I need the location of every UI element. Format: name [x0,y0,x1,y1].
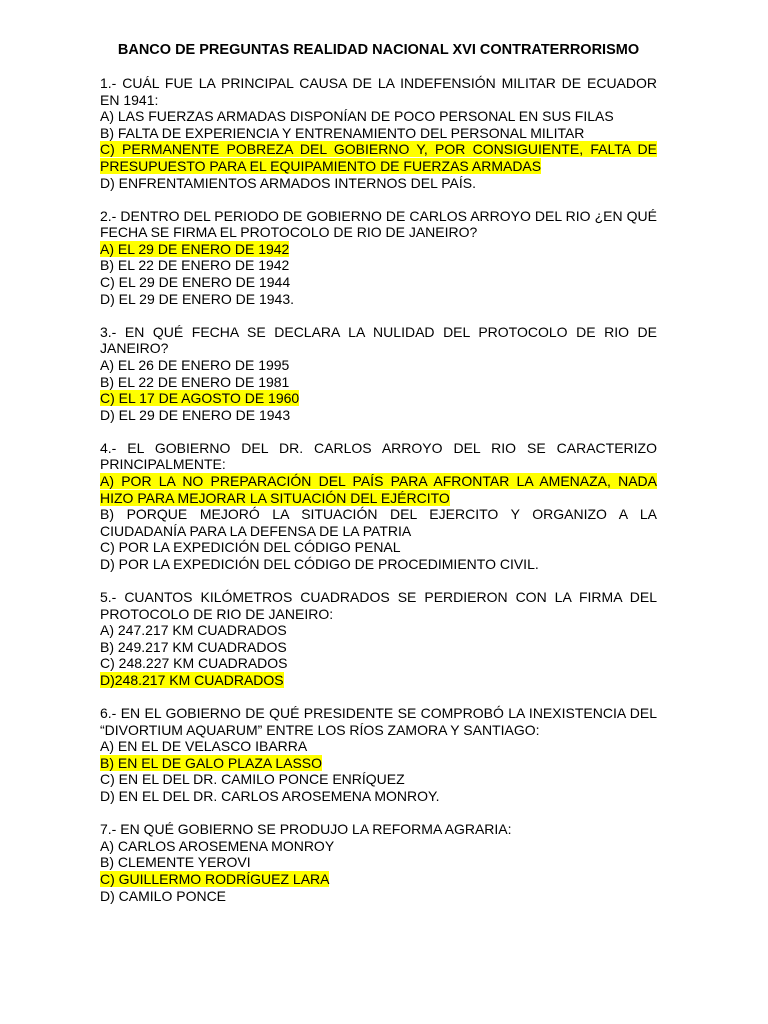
answer-option-highlighted [100,390,657,407]
option-text: C) EN EL DEL DR. CAMILO PONCE ENRÍQUEZ [100,771,405,788]
question-text: 3.- EN QUÉ FECHA SE DECLARA LA NULIDAD DEL PROTOCOLO DE RIO DE JANEIRO? [100,323,657,357]
answer-option-highlighted [100,672,657,689]
answer-option-highlighted [100,141,657,174]
answer-option [100,291,657,308]
question-text: 5.- CUANTOS KILÓMETROS CUADRADOS SE PERDIERON CON LA FIRMA DEL PROTOCOLO DE RIO DE JANEIRO: [100,589,657,622]
answer-option [100,506,657,539]
page-title: BANCO DE PREGUNTAS REALIDAD NACIONAL XVI CONTRATERRORISMO [117,42,640,58]
answer-option [100,357,657,374]
answer-option [100,125,657,142]
option-text: A) POR LA NO PREPARACIÓN DEL PAÍS PARA AFRONTAR LA AMENAZA, NADA HIZO PARA MEJORAR LA SITUACIÓN DEL EJÉRCITO [100,472,657,506]
answer-option [100,639,657,656]
option-text: D)248.217 KM CUADRADOS [100,672,284,688]
option-text: B) EN EL DE GALO PLAZA LASSO [100,754,323,771]
option-text: C) EL 17 DE AGOSTO DE 1960 [100,390,300,407]
answer-option-highlighted [100,473,657,506]
question-text: 1.- CUÁL FUE LA PRINCIPAL CAUSA DE LA INDEFENSIÓN MILITAR DE ECUADOR EN 1941: [100,75,657,108]
option-text: A) 247.217 KM CUADRADOS [100,622,287,639]
answer-option [100,838,657,855]
option-text: B) EL 22 DE ENERO DE 1981 [100,373,290,390]
answer-option [100,888,657,905]
answer-option [100,771,657,788]
question-text: 2.- DENTRO DEL PERIODO DE GOBIERNO DE CARLOS ARROYO DEL RIO ¿EN QUÉ FECHA SE FIRMA EL PROTOCOLO DE RIO DE JANEIRO? [100,207,657,241]
question-text: 7.- EN QUÉ GOBIERNO SE PRODUJO LA REFORMA AGRARIA: [100,821,512,838]
answer-option-highlighted [100,241,657,258]
question-text: 6.- EN EL GOBIERNO DE QUÉ PRESIDENTE SE COMPROBÓ LA INEXISTENCIA DEL “DIVORTIUM AQUARUM” ENTRE LOS RÍOS ZAMORA Y SANTIAGO: [100,705,657,738]
answer-option [100,788,657,805]
question-text: 4.- EL GOBIERNO DEL DR. CARLOS ARROYO DEL RIO SE CARACTERIZO PRINCIPALMENTE: [100,439,657,473]
answer-option [100,556,657,573]
document-page [100,40,657,921]
answer-option [100,257,657,274]
answer-option [100,108,657,125]
question-block [100,589,657,689]
option-text: D) CAMILO PONCE [100,887,227,904]
option-text: A) EL 29 DE ENERO DE 1942 [100,240,290,257]
option-text: D) EL 29 DE ENERO DE 1943 [100,406,291,423]
question-block [100,440,657,573]
question-block [100,821,657,904]
answer-option [100,407,657,424]
option-text: A) CARLOS AROSEMENA MONROY [100,837,335,854]
option-text: B) 249.217 KM CUADRADOS [100,638,287,655]
answer-option [100,539,657,556]
option-text: C) PERMANENTE POBREZA DEL GOBIERNO Y, POR CONSIGUIENTE, FALTA DE PRESUPUESTO PARA EL EQUIPAMIENTO DE FUERZAS ARMADAS [100,141,657,174]
answer-option [100,175,657,192]
option-text: B) EL 22 DE ENERO DE 1942 [100,257,290,274]
answer-option [100,622,657,639]
answer-option-highlighted [100,871,657,888]
option-text: C) 248.227 KM CUADRADOS [100,655,288,672]
question-list [100,75,657,904]
option-text: A) EL 26 DE ENERO DE 1995 [100,356,290,373]
option-text: D) EN EL DEL DR. CARLOS AROSEMENA MONROY. [100,788,440,805]
option-text: D) ENFRENTAMIENTOS ARMADOS INTERNOS DEL PAÍS. [100,174,476,191]
option-text: D) POR LA EXPEDICIÓN DEL CÓDIGO DE PROCEDIMIENTO CIVIL. [100,555,539,572]
question-block [100,324,657,424]
option-text: D) EL 29 DE ENERO DE 1943. [100,290,295,307]
question-block [100,208,657,308]
answer-option-highlighted [100,755,657,772]
question-block [100,705,657,805]
answer-option [100,854,657,871]
answer-option [100,655,657,672]
answer-option [100,374,657,391]
answer-option [100,738,657,755]
option-text: B) PORQUE MEJORÓ LA SITUACIÓN DEL EJERCITO Y ORGANIZO A LA CIUDADANÍA PARA LA DEFENSA DE LA PATRIA [100,506,657,539]
option-text: B) FALTA DE EXPERIENCIA Y ENTRENAMIENTO DEL PERSONAL MILITAR [100,124,585,141]
option-text: C) GUILLERMO RODRÍGUEZ LARA [100,870,330,887]
option-text: B) CLEMENTE YEROVI [100,854,251,871]
answer-option [100,274,657,291]
option-text: A) LAS FUERZAS ARMADAS DISPONÍAN DE POCO PERSONAL EN SUS FILAS [100,108,614,125]
option-text: A) EN EL DE VELASCO IBARRA [100,738,308,755]
option-text: C) EL 29 DE ENERO DE 1944 [100,274,291,291]
question-block [100,75,657,191]
option-text: C) POR LA EXPEDICIÓN DEL CÓDIGO PENAL [100,539,401,556]
